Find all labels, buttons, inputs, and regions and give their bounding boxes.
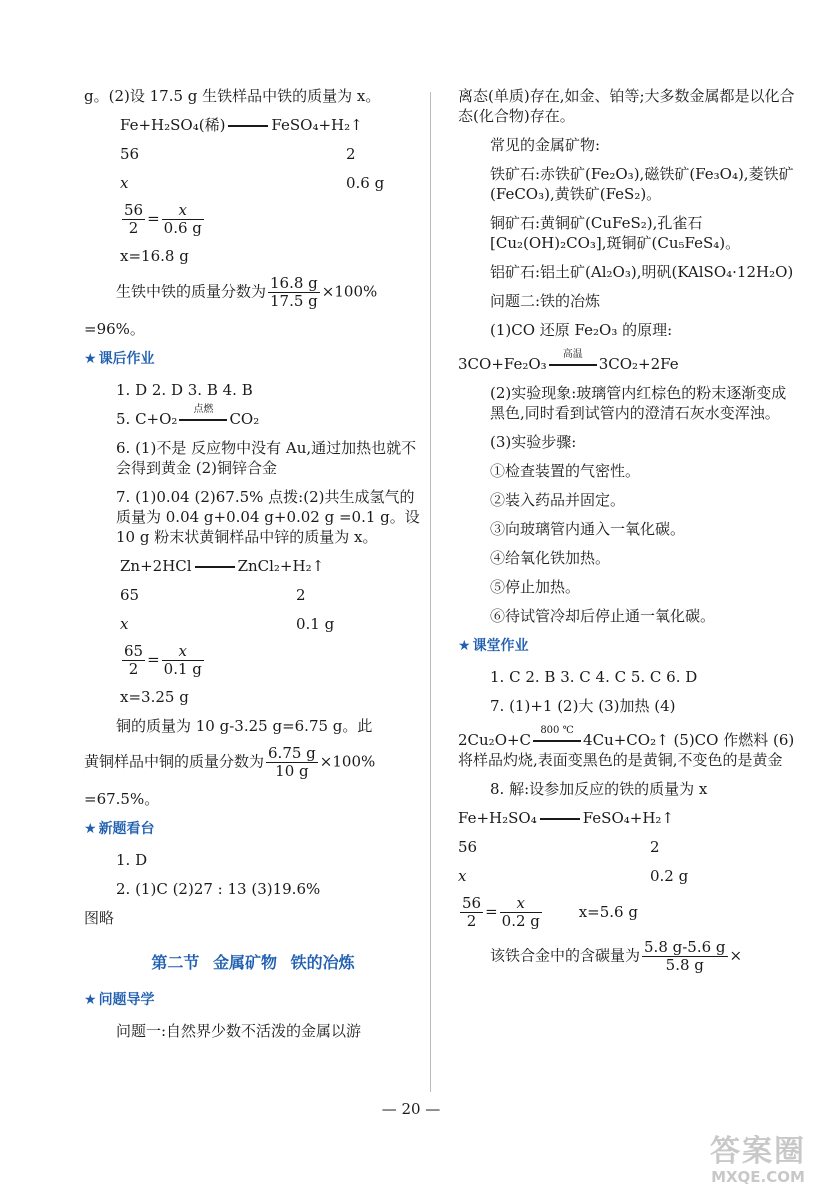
ratio-line: 65 2 bbox=[120, 586, 306, 604]
answer-line: 1. D bbox=[116, 851, 148, 869]
step-item: ⑤停止加热。 bbox=[490, 578, 581, 596]
ratio-line: x 0.2 g bbox=[458, 867, 689, 885]
answer-line: 2Cu₂O+C 800 ℃ 4Cu+CO₂↑ (5)CO 作燃料 (6)将样品灼烧,表面变黑色的是黄铜,不变色的是黄金 bbox=[458, 725, 795, 769]
section-heading: ★ 问题导学 bbox=[84, 992, 155, 1008]
answer-line: 8. 解:设参加反应的铁的质量为 x bbox=[490, 780, 708, 798]
text-line: 铜矿石:黄铜矿(CuFeS₂),孔雀石[Cu₂(OH)₂CO₃],斑铜矿(Cu₅FeS₄)。 bbox=[490, 214, 741, 252]
proportion-line: $\frac{65}{2}$ = $\frac{x}{0.1 g}$ bbox=[124, 642, 202, 678]
text-line: (3)实验步骤: bbox=[490, 433, 577, 451]
star-icon: ★ bbox=[84, 992, 97, 1008]
text-line: 离态(单质)存在,如金、铂等;大多数金属都是以化合态(化合物)存在。 bbox=[458, 87, 795, 125]
equation-line: 3CO+Fe₂O₃ 高温 3CO₂+2Fe bbox=[458, 349, 679, 373]
star-icon: ★ bbox=[84, 821, 97, 837]
text-line: 问题二:铁的冶炼 bbox=[490, 292, 601, 310]
fraction: $\frac{56}{2}$ bbox=[462, 894, 482, 930]
text-line: g。(2)设 17.5 g 生铁样品中铁的质量为 x。 bbox=[84, 87, 381, 105]
answer-line: 6. (1)不是 反应物中没有 Au,通过加热也就不会得到黄金 (2)铜锌合金 bbox=[116, 439, 417, 477]
reaction-condition: 点燃 bbox=[179, 413, 227, 427]
answer-line: 1. D 2. D 3. B 4. B bbox=[116, 381, 253, 399]
answer-line: 7. (1)0.04 (2)67.5% 点拨:(2)共生成氢气的质量为 0.04 g+0.04 g+0.02 g =0.1 g。设 10 g 粉末状黄铜样品中锌的质量为 x。 bbox=[116, 488, 420, 546]
equation-line: 5. C+O₂ 点燃 CO₂ bbox=[116, 404, 260, 428]
watermark-logo: 答案圈 MXQE.COM bbox=[710, 1134, 806, 1186]
text-line: (2)实验现象:玻璃管内红棕色的粉末逐渐变成黑色,同时看到试管内的澄清石灰水变浑浊。 bbox=[490, 384, 787, 422]
column-divider bbox=[430, 92, 431, 1092]
ratio-line: 56 2 bbox=[120, 145, 356, 163]
ratio-line: x 0.6 g bbox=[120, 174, 385, 192]
answer-line: 7. (1)+1 (2)大 (3)加热 (4) bbox=[490, 697, 676, 715]
equation-arrow bbox=[228, 125, 268, 127]
text-line: 铝矿石:铝土矿(Al₂O₃),明矾(KAlSO₄·12H₂O) bbox=[490, 263, 794, 281]
ratio-line: 56 2 bbox=[458, 838, 660, 856]
percentage-line: 该铁合金中的含碳量为 $\frac{5.8 g-5.6 g}{5.8 g}$ × bbox=[490, 938, 743, 974]
equation-arrow bbox=[540, 818, 580, 820]
fraction: $\frac{56}{2}$ bbox=[124, 201, 144, 237]
ratio-line: x 0.1 g bbox=[120, 615, 335, 633]
text-line: 铜的质量为 10 g-3.25 g=6.75 g。此 bbox=[116, 717, 373, 735]
fraction: $\frac{x}{0.6 g}$ bbox=[163, 201, 202, 237]
equation-line: Fe+H₂SO₄(稀) FeSO₄+H₂↑ bbox=[120, 116, 363, 134]
section-heading: ★ 新题看台 bbox=[84, 821, 155, 837]
fraction: $\frac{5.8 g-5.6 g}{5.8 g}$ bbox=[644, 938, 726, 974]
section-title: 第二节 金属矿物 铁的冶炼 bbox=[151, 953, 355, 972]
text-line: 图略 bbox=[84, 909, 115, 927]
percentage-line: 生铁中铁的质量分数为 $\frac{16.8 g}{17.5 g}$ ×100% bbox=[116, 274, 378, 310]
fraction: $\frac{6.75 g}{10 g}$ bbox=[268, 744, 316, 780]
reaction-condition: 高温 bbox=[549, 358, 597, 372]
text-line: 问题一:自然界少数不活泼的金属以游 bbox=[116, 1022, 362, 1040]
answer-line: 1. C 2. B 3. C 4. C 5. C 6. D bbox=[490, 668, 698, 686]
step-item: ③向玻璃管内通入一氧化碳。 bbox=[490, 520, 686, 538]
step-item: ⑥待试管冷却后停止通一氧化碳。 bbox=[490, 607, 716, 625]
text-line: =96%。 bbox=[84, 320, 145, 338]
fraction: $\frac{x}{0.2 g}$ bbox=[501, 894, 540, 930]
star-icon: ★ bbox=[84, 351, 97, 367]
star-icon: ★ bbox=[458, 638, 471, 654]
percentage-line: 黄铜样品中铜的质量分数为 $\frac{6.75 g}{10 g}$ ×100% bbox=[84, 744, 376, 780]
proportion-line: $\frac{56}{2}$ = $\frac{x}{0.2 g}$ x=5.6 g bbox=[462, 894, 638, 930]
reaction-condition: 800 ℃ bbox=[533, 734, 581, 748]
proportion-line: $\frac{56}{2}$ = $\frac{x}{0.6 g}$ bbox=[124, 201, 202, 237]
step-item: ④给氧化铁加热。 bbox=[490, 549, 611, 567]
section-heading: ★ 课后作业 bbox=[84, 351, 155, 367]
section-heading: ★ 课堂作业 bbox=[458, 638, 529, 654]
page-number: — 20 — bbox=[381, 1100, 441, 1118]
equation-line: Fe+H₂SO₄ FeSO₄+H₂↑ bbox=[458, 809, 675, 827]
equation-line: Zn+2HCl ZnCl₂+H₂↑ bbox=[120, 557, 325, 575]
fraction: $\frac{x}{0.1 g}$ bbox=[163, 642, 202, 678]
result-line: x=3.25 g bbox=[120, 688, 189, 706]
result-line: x=16.8 g bbox=[120, 247, 189, 265]
step-item: ②装入药品并固定。 bbox=[490, 491, 626, 509]
text-line: 铁矿石:赤铁矿(Fe₂O₃),磁铁矿(Fe₃O₄),菱铁矿(FeCO₃),黄铁矿(FeS₂)。 bbox=[490, 165, 794, 203]
text-line: =67.5%。 bbox=[84, 790, 160, 808]
text-line: 常见的金属矿物: bbox=[490, 136, 601, 154]
fraction: $\frac{16.8 g}{17.5 g}$ bbox=[270, 274, 318, 310]
right-column bbox=[458, 86, 798, 983]
equation-arrow bbox=[195, 566, 235, 568]
left-column bbox=[84, 86, 422, 1050]
text-line: (1)CO 还原 Fe₂O₃ 的原理: bbox=[490, 321, 673, 339]
answer-line: 2. (1)C (2)27 : 13 (3)19.6% bbox=[116, 880, 321, 898]
step-item: ①检查装置的气密性。 bbox=[490, 462, 641, 480]
fraction: $\frac{65}{2}$ bbox=[124, 642, 144, 678]
